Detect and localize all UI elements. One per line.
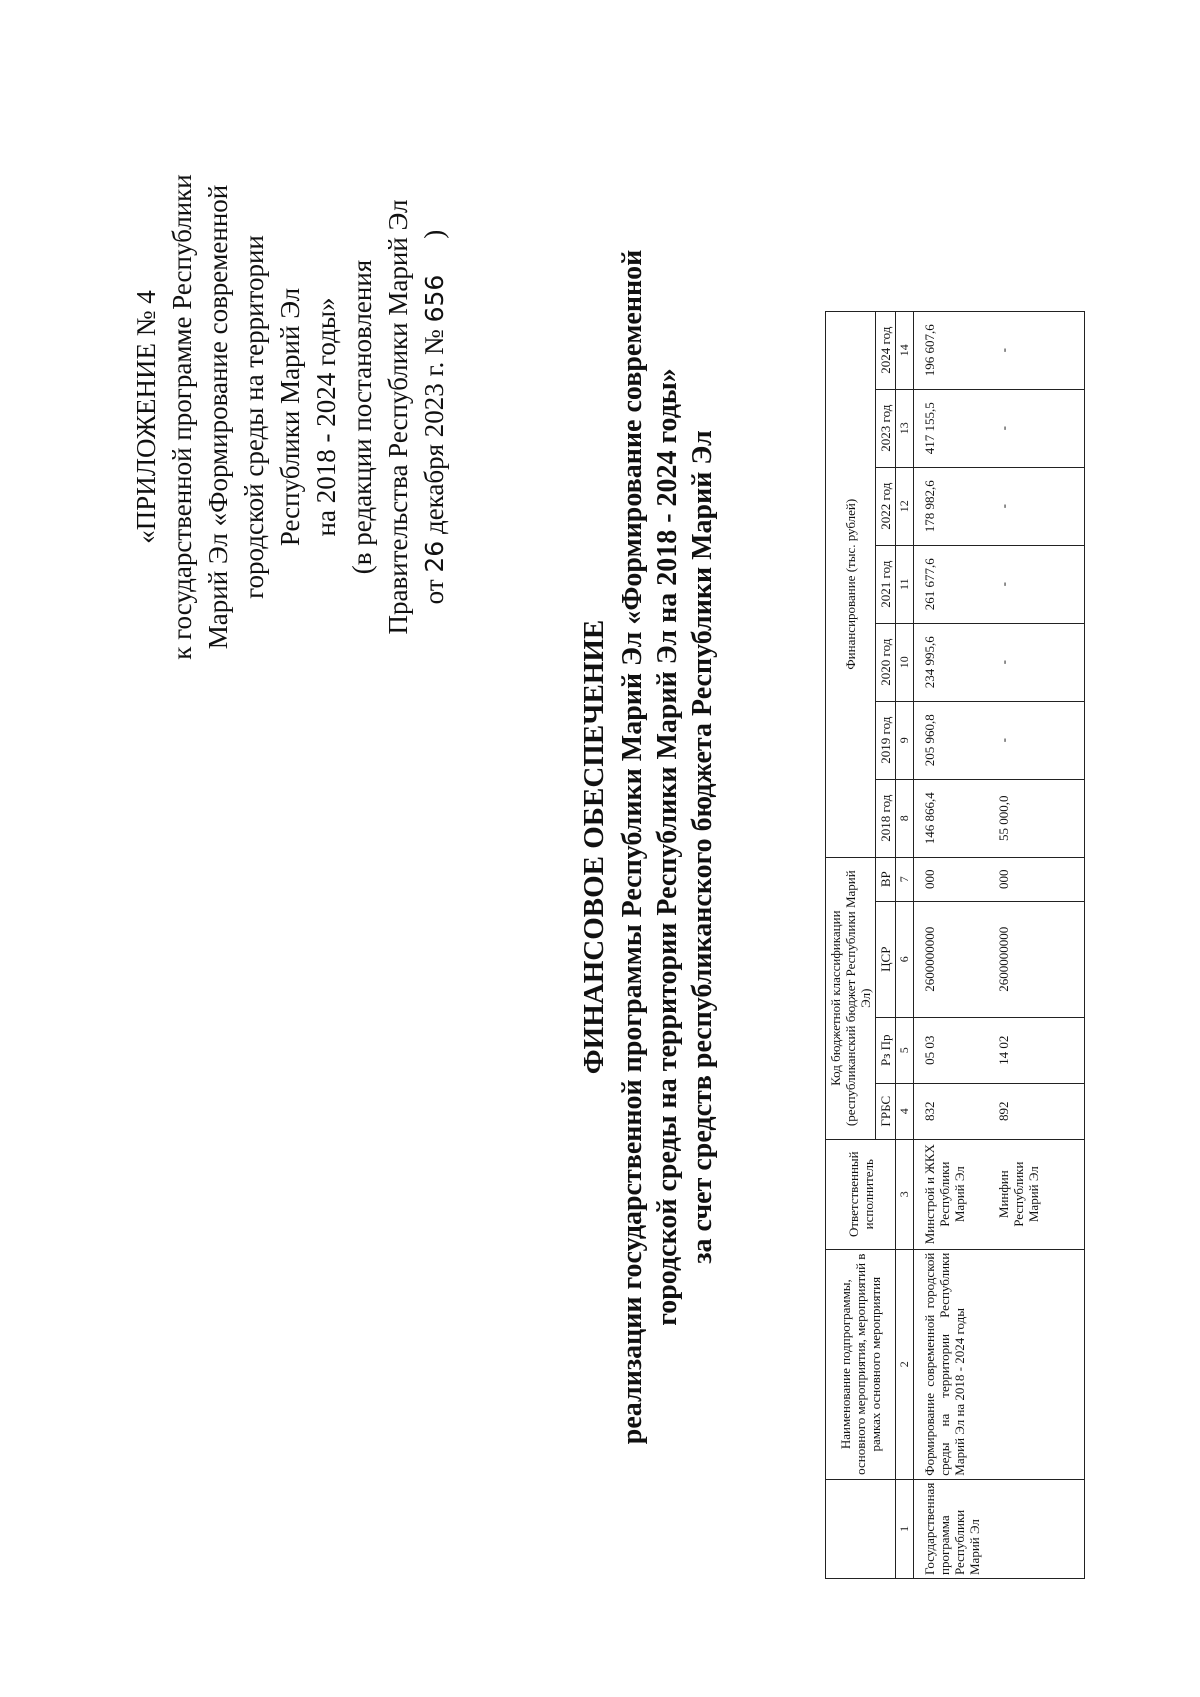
csr-cell: 2600000000 <box>914 901 989 1017</box>
executor-cell: Минстрой и ЖКХ Республики Марий Эл <box>914 1139 989 1249</box>
resolution-date-line <box>416 137 453 697</box>
column-number: 13 <box>896 389 914 467</box>
amount-cell: - <box>988 311 1085 389</box>
amount-cell: 55 000,0 <box>988 779 1085 857</box>
column-number: 8 <box>896 779 914 857</box>
column-number: 9 <box>896 701 914 779</box>
amount-cell: 234 995,6 <box>914 623 989 701</box>
appendix-line: (в редакции постановления <box>347 259 377 575</box>
appendix-title: «ПРИЛОЖЕНИЕ № 4 <box>131 290 161 544</box>
resolution-number: 656 <box>420 274 449 323</box>
vr-cell: 000 <box>988 857 1085 901</box>
column-number: 1 <box>896 1479 914 1578</box>
amount-cell: - <box>988 467 1085 545</box>
appendix-header <box>128 137 453 697</box>
column-number: 4 <box>896 1083 914 1139</box>
header-year: 2019 год <box>876 701 896 779</box>
amount-cell: 205 960,8 <box>914 701 989 779</box>
title-main: ФИНАНСОВОЕ ОБЕСПЕЧЕНИЕ <box>578 619 610 1075</box>
rzpr-cell: 05 03 <box>914 1017 989 1083</box>
column-number: 11 <box>896 545 914 623</box>
header-year: 2020 год <box>876 623 896 701</box>
header-financing: Финансирование (тыс. рублей) <box>826 311 876 857</box>
appendix-line: Марий Эл «Формирование современной <box>203 184 233 650</box>
document-title <box>575 117 720 1577</box>
vr-cell: 000 <box>914 857 989 901</box>
amount-cell: 196 607,6 <box>914 311 989 389</box>
amount-cell: 417 155,5 <box>914 389 989 467</box>
appendix-line: к государственной программе Республики <box>167 174 197 660</box>
header-year: 2018 год <box>876 779 896 857</box>
amount-cell: - <box>988 545 1085 623</box>
amount-cell: 146 866,4 <box>914 779 989 857</box>
header-row-1 <box>826 311 876 1578</box>
program-name-cell <box>988 1249 1085 1479</box>
date-prefix: от <box>419 579 449 605</box>
table-row <box>988 311 1085 1578</box>
program-type-cell <box>988 1479 1085 1578</box>
date-close: ) <box>419 229 449 239</box>
resolution-day: 26 <box>420 540 449 573</box>
appendix-line: Правительства Республики Марий Эл <box>383 199 413 635</box>
program-type-cell: Государственная программа Республики Марий Эл <box>914 1479 989 1578</box>
grbs-cell: 892 <box>988 1083 1085 1139</box>
column-number: 10 <box>896 623 914 701</box>
column-number-row <box>896 311 914 1578</box>
header-budget-code: Код бюджетной классификации (республиканский бюджет Республики Марий Эл) <box>826 857 876 1139</box>
executor-cell: Минфин Республики Марий Эл <box>988 1139 1085 1249</box>
program-name-cell: Формирование современной городской среды на территории Республики Марий Эл на 2018 - 2024 годы <box>914 1249 989 1479</box>
financing-table <box>825 311 1085 1579</box>
header-year: 2021 год <box>876 545 896 623</box>
header-year: 2024 год <box>876 311 896 389</box>
header-vr: ВР <box>876 857 896 901</box>
title-sub-2: городской среды на территории Республики Марий Эл на 2018 - 2024 годы» <box>652 368 683 1326</box>
header-executor: Ответственный исполнитель <box>826 1139 896 1249</box>
header-year: 2023 год <box>876 389 896 467</box>
appendix-line: городской среды на территории <box>239 235 269 599</box>
column-number: 5 <box>896 1017 914 1083</box>
amount-cell: - <box>988 623 1085 701</box>
column-number: 2 <box>896 1249 914 1479</box>
csr-cell: 2600000000 <box>988 901 1085 1017</box>
header-csr: ЦСР <box>876 901 896 1017</box>
column-number: 6 <box>896 901 914 1017</box>
title-sub-1: реализации государственной программы Республики Марий Эл «Формирование современной <box>617 249 648 1445</box>
header-col-1 <box>826 1479 896 1578</box>
table-row <box>914 311 989 1578</box>
column-number: 14 <box>896 311 914 389</box>
column-number: 3 <box>896 1139 914 1249</box>
amount-cell: 178 982,6 <box>914 467 989 545</box>
amount-cell: - <box>988 389 1085 467</box>
header-name: Наименование подпрограммы, основного мероприятия, мероприятий в рамках основного мероприятия <box>826 1249 896 1479</box>
column-number: 7 <box>896 857 914 901</box>
amount-cell: - <box>988 701 1085 779</box>
appendix-line: на 2018 - 2024 годы» <box>311 297 341 537</box>
date-middle: декабря 2023 г. № <box>419 329 449 535</box>
header-year: 2022 год <box>876 467 896 545</box>
title-sub-3: за счет средств республиканского бюджета Республики Марий Эл <box>687 430 718 1264</box>
amount-cell: 261 677,6 <box>914 545 989 623</box>
appendix-line: Республики Марий Эл <box>275 287 305 547</box>
header-rzpr: Рз Пр <box>876 1017 896 1083</box>
column-number: 12 <box>896 467 914 545</box>
rzpr-cell: 14 02 <box>988 1017 1085 1083</box>
header-grbs: ГРБС <box>876 1083 896 1139</box>
grbs-cell: 832 <box>914 1083 989 1139</box>
